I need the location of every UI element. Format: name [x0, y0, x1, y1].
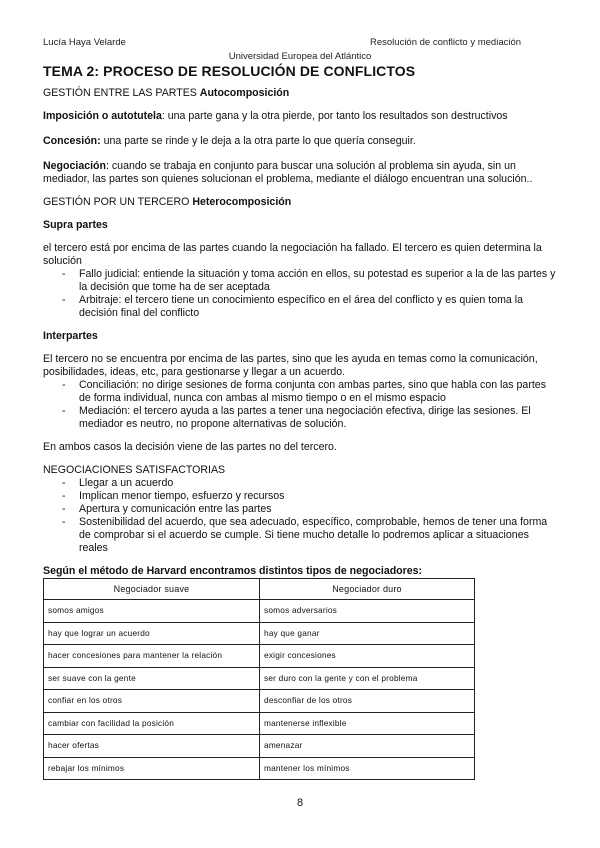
- header-subject: Resolución de conflicto y mediación: [370, 37, 522, 48]
- table-row: [44, 712, 475, 735]
- table-cell: amenazar: [260, 735, 475, 758]
- header-author: Lucía Haya Velarde: [43, 37, 126, 48]
- table-cell: ser suave con la gente: [44, 667, 260, 690]
- column-header-suave: Negociador suave: [44, 579, 260, 600]
- table-row: [44, 600, 475, 623]
- table-row: [44, 645, 475, 668]
- table-cell: exigir concesiones: [260, 645, 475, 668]
- table-cell: ser duro con la gente y con el problema: [260, 667, 475, 690]
- table-cell: hacer ofertas: [44, 735, 260, 758]
- list-item: - Sostenibilidad del acuerdo, que sea adecuado, específico, comprobable, hemos de tener una forma de comprobar si el acuerdo se cumple. Si tiene mucho detalle lo podremos aplicar a situaciones reales: [79, 516, 559, 555]
- section-heading-autocomposicion: GESTIÓN ENTRE LAS PARTES Autocomposición: [43, 87, 290, 99]
- table-cell: mantener los mínimos: [260, 757, 475, 780]
- header-institution: Universidad Europea del Atlántico: [228, 51, 372, 62]
- paragraph-supra-intro: el tercero está por encima de las partes cuando la negociación ha fallado. El tercero es quien determina la solución: [43, 242, 542, 267]
- list-item: - Arbitraje: el tercero tiene un conocimiento específico en el área del conflicto y es quien toma la decisión final del conflicto: [79, 294, 559, 320]
- paragraph-inter-intro: El tercero no se encuentra por encima de las partes, sino que les ayuda en temas como la comunicación, posibilidades, ideas, etc, para gestionarse y llegar a un acuerdo.: [43, 353, 538, 378]
- paragraph-concesion: Concesión: una parte se rinde y le deja a la otra parte lo que quería conseguir.: [43, 135, 416, 147]
- table-cell: confiar en los otros: [44, 690, 260, 713]
- paragraph-conclusion: En ambos casos la decisión viene de las partes no del tercero.: [43, 441, 337, 453]
- table-row: [44, 735, 475, 758]
- page-number: 8: [296, 797, 304, 809]
- paragraph-imposicion: Imposición o autotutela: una parte gana y la otra pierde, por tanto los resultados son destructivos: [43, 110, 508, 122]
- negociaciones-list: [43, 477, 559, 555]
- table-cell: hay que lograr un acuerdo: [44, 622, 260, 645]
- table-cell: hacer concesiones para mantener la relación: [44, 645, 260, 668]
- inter-list: [43, 379, 559, 431]
- list-item: - Mediación: el tercero ayuda a las partes a tener una negociación efectiva, dirige las sesiones. El mediador es neutro, no propone alternativas de solución.: [79, 405, 559, 431]
- table-row: [44, 690, 475, 713]
- table-cell: cambiar con facilidad la posición: [44, 712, 260, 735]
- subheading-supra-partes: Supra partes: [43, 219, 108, 231]
- table-row: [44, 667, 475, 690]
- table-title: Según el método de Harvard encontramos distintos tipos de negociadores:: [43, 565, 423, 577]
- page-title: TEMA 2: PROCESO DE RESOLUCIÓN DE CONFLICTOS: [43, 63, 416, 79]
- column-header-duro: Negociador duro: [260, 579, 475, 600]
- section-heading-negociaciones: NEGOCIACIONES SATISFACTORIAS: [43, 464, 226, 476]
- list-item: - Implican menor tiempo, esfuerzo y recursos: [79, 490, 559, 503]
- table-cell: somos amigos: [44, 600, 260, 623]
- table-cell: somos adversarios: [260, 600, 475, 623]
- table-cell: hay que ganar: [260, 622, 475, 645]
- document-body: [43, 87, 559, 780]
- section-heading-heterocomposicion: GESTIÓN POR UN TERCERO Heterocomposición: [43, 196, 292, 208]
- table-row: [44, 757, 475, 780]
- list-item: - Conciliación: no dirige sesiones de forma conjunta con ambas partes, sino que habla con las partes de forma individual, nunca con ambas al mismo tiempo o en el mismo espacio: [79, 379, 559, 405]
- list-item: - Llegar a un acuerdo: [79, 477, 559, 490]
- table-row: [44, 622, 475, 645]
- negotiator-table: [43, 578, 475, 780]
- supra-list: [43, 268, 559, 320]
- table-header-row: [44, 579, 475, 600]
- table-cell: desconfiar de los otros: [260, 690, 475, 713]
- table-cell: mantenerse inflexible: [260, 712, 475, 735]
- paragraph-negociacion: Negociación: cuando se trabaja en conjunto para buscar una solución al problema sin ayuda, sin un mediador, las partes son quienes solucionan el problema, mediante el diálogo encuentran una solución..: [43, 160, 533, 185]
- list-item: - Fallo judicial: entiende la situación y toma acción en ellos, su potestad es superior a la de las partes y la decisión que tome ha de ser aceptada: [79, 268, 559, 294]
- table-cell: rebajar los mínimos: [44, 757, 260, 780]
- subheading-interpartes: Interpartes: [43, 330, 98, 342]
- list-item: - Apertura y comunicación entre las partes: [79, 503, 559, 516]
